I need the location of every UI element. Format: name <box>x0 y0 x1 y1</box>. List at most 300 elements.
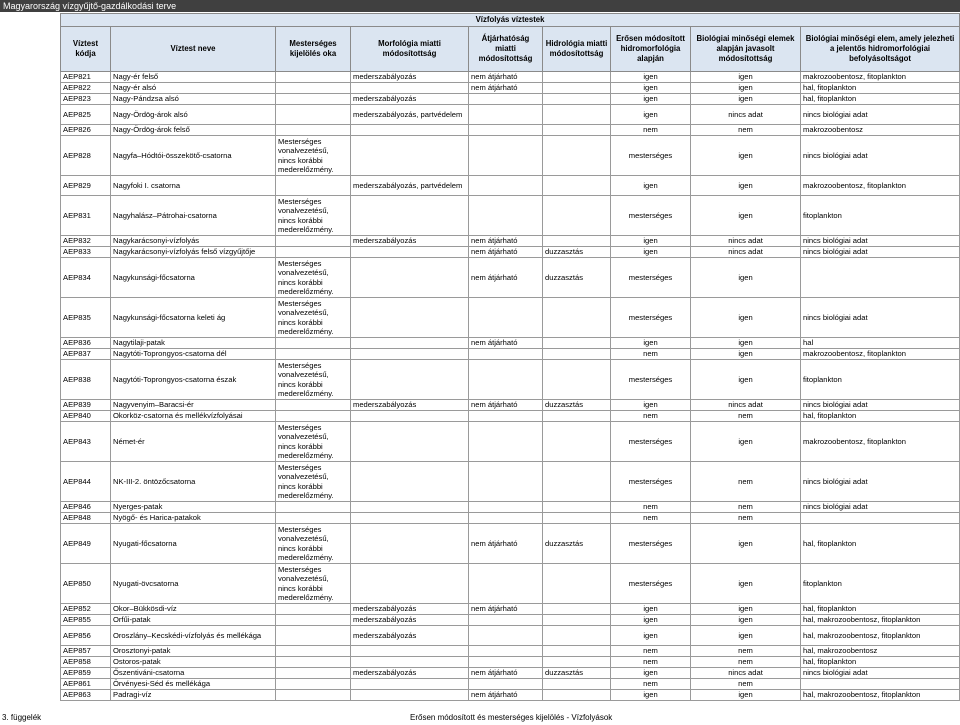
cell-biological-modification: nincs adat <box>691 400 801 411</box>
column-header: Víztest kódja <box>61 27 111 72</box>
cell-biological-modification: igen <box>691 83 801 94</box>
cell-heavily-modified: mesterséges <box>611 196 691 236</box>
cell-passability: nem átjárható <box>469 604 543 615</box>
table-row <box>61 349 960 360</box>
cell-passability <box>469 196 543 236</box>
cell-biological-element: makrozoobentosz, fitoplankton <box>801 422 960 462</box>
cell-morphology: mederszabályozás <box>351 94 469 105</box>
cell-artificial-reason <box>276 349 351 360</box>
cell-morphology: mederszabályozás <box>351 615 469 626</box>
cell-morphology: mederszabályozás <box>351 668 469 679</box>
document-header-bar <box>0 0 960 12</box>
cell-hydrology <box>543 94 611 105</box>
cell-hydrology <box>543 679 611 690</box>
cell-artificial-reason: Mesterséges vonalvezetésű, nincs korábbi mederelőzmény. <box>276 360 351 400</box>
cell-code: AEP825 <box>61 105 111 125</box>
cell-biological-modification: igen <box>691 176 801 196</box>
cell-biological-modification: nem <box>691 462 801 502</box>
table-row <box>61 615 960 626</box>
cell-heavily-modified: igen <box>611 236 691 247</box>
cell-morphology <box>351 136 469 176</box>
cell-name: Német-ér <box>111 422 276 462</box>
cell-hydrology <box>543 125 611 136</box>
cell-morphology: mederszabályozás <box>351 400 469 411</box>
cell-hydrology <box>543 626 611 646</box>
cell-hydrology <box>543 83 611 94</box>
cell-code: AEP846 <box>61 502 111 513</box>
cell-heavily-modified: mesterséges <box>611 258 691 298</box>
cell-biological-element: nincs biológiai adat <box>801 136 960 176</box>
cell-artificial-reason <box>276 668 351 679</box>
cell-code: AEP863 <box>61 690 111 701</box>
cell-name: Nyugati-főcsatorna <box>111 524 276 564</box>
cell-heavily-modified: igen <box>611 400 691 411</box>
cell-morphology <box>351 513 469 524</box>
cell-heavily-modified: igen <box>611 72 691 83</box>
cell-artificial-reason <box>276 72 351 83</box>
cell-passability <box>469 411 543 422</box>
cell-biological-modification: igen <box>691 690 801 701</box>
cell-morphology <box>351 462 469 502</box>
cell-artificial-reason <box>276 615 351 626</box>
cell-name: Nagyfoki I. csatorna <box>111 176 276 196</box>
cell-code: AEP852 <box>61 604 111 615</box>
table-row <box>61 136 960 176</box>
cell-biological-element: hal, fitoplankton <box>801 524 960 564</box>
cell-passability: nem átjárható <box>469 72 543 83</box>
cell-code: AEP828 <box>61 136 111 176</box>
cell-passability: nem átjárható <box>469 258 543 298</box>
cell-name: Nyugati-övcsatorna <box>111 564 276 604</box>
table-row <box>61 360 960 400</box>
cell-hydrology <box>543 236 611 247</box>
cell-name: Nyögő- és Harica-patakok <box>111 513 276 524</box>
cell-code: AEP829 <box>61 176 111 196</box>
table-row <box>61 400 960 411</box>
table-row <box>61 657 960 668</box>
cell-passability: nem átjárható <box>469 400 543 411</box>
cell-morphology <box>351 524 469 564</box>
cell-name: Oroszlány–Kecskédi-vízfolyás és mellékága <box>111 626 276 646</box>
cell-artificial-reason <box>276 236 351 247</box>
cell-morphology <box>351 690 469 701</box>
table-row <box>61 564 960 604</box>
table-body <box>61 72 960 701</box>
cell-hydrology <box>543 360 611 400</box>
cell-heavily-modified: igen <box>611 105 691 125</box>
cell-artificial-reason <box>276 679 351 690</box>
cell-biological-modification: nincs adat <box>691 236 801 247</box>
table-row <box>61 690 960 701</box>
cell-heavily-modified: nem <box>611 411 691 422</box>
cell-artificial-reason <box>276 176 351 196</box>
cell-name: Okor–Bükkösdi-víz <box>111 604 276 615</box>
cell-name: Orosztonyi-patak <box>111 646 276 657</box>
group-header: Vízfolyás víztestek <box>61 14 960 27</box>
cell-name: NK-III-2. öntözőcsatorna <box>111 462 276 502</box>
document-title: Magyarország vízgyűjtő-gazdálkodási terve <box>3 1 177 11</box>
cell-passability <box>469 360 543 400</box>
cell-heavily-modified: mesterséges <box>611 422 691 462</box>
cell-biological-modification: nem <box>691 513 801 524</box>
cell-passability: nem átjárható <box>469 690 543 701</box>
cell-biological-element: makrozoobentosz <box>801 125 960 136</box>
cell-name: Okorköz-csatorna és mellékvízfolyásai <box>111 411 276 422</box>
cell-biological-modification: nem <box>691 646 801 657</box>
cell-morphology <box>351 247 469 258</box>
cell-heavily-modified: mesterséges <box>611 524 691 564</box>
cell-biological-modification: igen <box>691 564 801 604</box>
page-body <box>60 13 959 703</box>
cell-biological-modification: igen <box>691 360 801 400</box>
cell-biological-element <box>801 258 960 298</box>
footer-section-title: Erősen módosított és mesterséges kijelölés - Vízfolyások <box>410 713 613 722</box>
cell-code: AEP848 <box>61 513 111 524</box>
table-row <box>61 462 960 502</box>
cell-artificial-reason <box>276 247 351 258</box>
column-header: Biológiai minőségi elem, amely jelezheti a jelentős hidromorfológiai befolyásoltságot <box>801 27 960 72</box>
cell-name: Nagyvenyim–Baracsi-ér <box>111 400 276 411</box>
cell-code: AEP836 <box>61 338 111 349</box>
cell-biological-element: makrozoobentosz, fitoplankton <box>801 349 960 360</box>
cell-passability <box>469 349 543 360</box>
cell-heavily-modified: nem <box>611 679 691 690</box>
table-header <box>61 14 960 72</box>
cell-code: AEP833 <box>61 247 111 258</box>
table-row <box>61 604 960 615</box>
cell-name: Nagytilaji-patak <box>111 338 276 349</box>
cell-biological-element: fitoplankton <box>801 360 960 400</box>
cell-code: AEP835 <box>61 298 111 338</box>
cell-morphology <box>351 258 469 298</box>
cell-morphology <box>351 338 469 349</box>
table-row <box>61 411 960 422</box>
cell-hydrology <box>543 513 611 524</box>
cell-biological-element: fitoplankton <box>801 564 960 604</box>
cell-biological-modification: igen <box>691 72 801 83</box>
cell-biological-element <box>801 679 960 690</box>
cell-passability <box>469 646 543 657</box>
cell-heavily-modified: mesterséges <box>611 360 691 400</box>
cell-name: Nagy-Ördög-árok alsó <box>111 105 276 125</box>
cell-biological-element: makrozoobentosz, fitoplankton <box>801 176 960 196</box>
cell-biological-modification: igen <box>691 615 801 626</box>
cell-artificial-reason <box>276 94 351 105</box>
cell-morphology <box>351 679 469 690</box>
cell-name: Padragi-víz <box>111 690 276 701</box>
cell-artificial-reason <box>276 690 351 701</box>
cell-heavily-modified: igen <box>611 94 691 105</box>
cell-passability <box>469 176 543 196</box>
cell-hydrology <box>543 657 611 668</box>
cell-biological-modification: igen <box>691 524 801 564</box>
cell-heavily-modified: igen <box>611 668 691 679</box>
cell-hydrology <box>543 176 611 196</box>
cell-artificial-reason <box>276 125 351 136</box>
cell-biological-element: hal, makrozoobentosz, fitoplankton <box>801 626 960 646</box>
cell-artificial-reason <box>276 626 351 646</box>
cell-biological-element: nincs biológiai adat <box>801 247 960 258</box>
cell-passability <box>469 462 543 502</box>
cell-artificial-reason: Mesterséges vonalvezetésű, nincs korábbi mederelőzmény. <box>276 524 351 564</box>
cell-passability <box>469 502 543 513</box>
cell-passability: nem átjárható <box>469 247 543 258</box>
cell-morphology <box>351 360 469 400</box>
cell-biological-modification: nem <box>691 502 801 513</box>
cell-passability <box>469 105 543 125</box>
cell-heavily-modified: mesterséges <box>611 136 691 176</box>
cell-artificial-reason <box>276 502 351 513</box>
cell-passability <box>469 615 543 626</box>
cell-code: AEP859 <box>61 668 111 679</box>
cell-code: AEP857 <box>61 646 111 657</box>
cell-biological-modification: igen <box>691 422 801 462</box>
cell-passability <box>469 679 543 690</box>
cell-artificial-reason <box>276 105 351 125</box>
cell-code: AEP850 <box>61 564 111 604</box>
cell-morphology <box>351 411 469 422</box>
cell-hydrology: duzzasztás <box>543 247 611 258</box>
cell-name: Nagyhalász–Pátrohai-csatorna <box>111 196 276 236</box>
cell-biological-modification: nincs adat <box>691 247 801 258</box>
cell-biological-element: fitoplankton <box>801 196 960 236</box>
table-row <box>61 94 960 105</box>
cell-heavily-modified: nem <box>611 349 691 360</box>
cell-morphology: mederszabályozás, partvédelem <box>351 105 469 125</box>
cell-name: Nagy-ér felső <box>111 72 276 83</box>
table-row <box>61 125 960 136</box>
cell-heavily-modified: mesterséges <box>611 564 691 604</box>
cell-code: AEP838 <box>61 360 111 400</box>
cell-biological-modification: nem <box>691 679 801 690</box>
cell-hydrology <box>543 411 611 422</box>
cell-biological-modification: igen <box>691 258 801 298</box>
table-row <box>61 626 960 646</box>
cell-biological-element <box>801 513 960 524</box>
footer-appendix-label: 3. függelék <box>2 713 42 722</box>
cell-passability: nem átjárható <box>469 236 543 247</box>
cell-morphology <box>351 564 469 604</box>
cell-hydrology <box>543 196 611 236</box>
cell-biological-element: hal, makrozoobentosz <box>801 646 960 657</box>
cell-passability: nem átjárható <box>469 83 543 94</box>
cell-passability <box>469 125 543 136</box>
cell-biological-element: hal, fitoplankton <box>801 83 960 94</box>
cell-name: Nagy-Ördög-árok felső <box>111 125 276 136</box>
cell-artificial-reason <box>276 513 351 524</box>
cell-code: AEP855 <box>61 615 111 626</box>
cell-biological-modification: igen <box>691 94 801 105</box>
cell-passability <box>469 513 543 524</box>
cell-biological-modification: igen <box>691 196 801 236</box>
cell-heavily-modified: nem <box>611 657 691 668</box>
cell-morphology: mederszabályozás <box>351 604 469 615</box>
table-row <box>61 247 960 258</box>
cell-heavily-modified: igen <box>611 338 691 349</box>
cell-biological-element: nincs biológiai adat <box>801 400 960 411</box>
cell-name: Orfűi-patak <box>111 615 276 626</box>
cell-morphology: mederszabályozás <box>351 626 469 646</box>
cell-heavily-modified: igen <box>611 626 691 646</box>
cell-name: Nagy-Pándzsa alsó <box>111 94 276 105</box>
cell-hydrology: duzzasztás <box>543 258 611 298</box>
cell-passability <box>469 422 543 462</box>
cell-hydrology <box>543 338 611 349</box>
cell-artificial-reason: Mesterséges vonalvezetésű, nincs korábbi mederelőzmény. <box>276 462 351 502</box>
cell-morphology <box>351 298 469 338</box>
cell-code: AEP823 <box>61 94 111 105</box>
table-row <box>61 176 960 196</box>
cell-hydrology <box>543 690 611 701</box>
cell-passability: nem átjárható <box>469 524 543 564</box>
cell-heavily-modified: igen <box>611 615 691 626</box>
cell-name: Nagy-ér alsó <box>111 83 276 94</box>
cell-biological-element: hal, makrozoobentosz, fitoplankton <box>801 615 960 626</box>
cell-code: AEP861 <box>61 679 111 690</box>
cell-code: AEP856 <box>61 626 111 646</box>
cell-passability <box>469 626 543 646</box>
cell-biological-element: makrozoobentosz, fitoplankton <box>801 72 960 83</box>
cell-artificial-reason <box>276 657 351 668</box>
column-header: Hidrológia miatti módosítottság <box>543 27 611 72</box>
cell-biological-modification: igen <box>691 604 801 615</box>
column-header: Mesterséges kijelölés oka <box>276 27 351 72</box>
cell-morphology <box>351 646 469 657</box>
cell-biological-modification: nincs adat <box>691 668 801 679</box>
cell-passability <box>469 136 543 176</box>
cell-morphology: mederszabályozás, partvédelem <box>351 176 469 196</box>
cell-biological-element: nincs biológiai adat <box>801 298 960 338</box>
cell-biological-modification: igen <box>691 338 801 349</box>
cell-passability: nem átjárható <box>469 668 543 679</box>
cell-name: Ostoros-patak <box>111 657 276 668</box>
cell-biological-modification: igen <box>691 626 801 646</box>
cell-hydrology: duzzasztás <box>543 524 611 564</box>
column-header: Átjárhatóság miatti módosítottság <box>469 27 543 72</box>
cell-code: AEP844 <box>61 462 111 502</box>
cell-hydrology <box>543 349 611 360</box>
table-row <box>61 83 960 94</box>
cell-biological-modification: igen <box>691 136 801 176</box>
cell-artificial-reason: Mesterséges vonalvezetésű, nincs korábbi mederelőzmény. <box>276 422 351 462</box>
cell-passability <box>469 657 543 668</box>
cell-artificial-reason: Mesterséges vonalvezetésű, nincs korábbi mederelőzmény. <box>276 196 351 236</box>
cell-morphology: mederszabályozás <box>351 72 469 83</box>
cell-hydrology <box>543 604 611 615</box>
cell-morphology <box>351 349 469 360</box>
cell-code: AEP834 <box>61 258 111 298</box>
cell-artificial-reason <box>276 411 351 422</box>
cell-code: AEP840 <box>61 411 111 422</box>
cell-hydrology <box>543 422 611 462</box>
cell-morphology <box>351 422 469 462</box>
cell-code: AEP821 <box>61 72 111 83</box>
cell-artificial-reason <box>276 604 351 615</box>
cell-code: AEP831 <box>61 196 111 236</box>
cell-biological-element: nincs biológiai adat <box>801 668 960 679</box>
cell-heavily-modified: nem <box>611 502 691 513</box>
column-header: Biológiai minőségi elemek alapján javasolt módosítottság <box>691 27 801 72</box>
cell-biological-element: hal, fitoplankton <box>801 657 960 668</box>
cell-biological-element: hal, fitoplankton <box>801 411 960 422</box>
cell-code: AEP858 <box>61 657 111 668</box>
cell-code: AEP822 <box>61 83 111 94</box>
cell-hydrology <box>543 462 611 502</box>
cell-passability <box>469 298 543 338</box>
cell-biological-element: hal, makrozoobentosz, fitoplankton <box>801 690 960 701</box>
table-row <box>61 298 960 338</box>
cell-artificial-reason <box>276 338 351 349</box>
cell-code: AEP837 <box>61 349 111 360</box>
table-row <box>61 196 960 236</box>
table-row <box>61 105 960 125</box>
column-header: Erősen módosított hidromorfológia alapján <box>611 27 691 72</box>
cell-biological-modification: nincs adat <box>691 105 801 125</box>
cell-biological-modification: nem <box>691 657 801 668</box>
cell-morphology: mederszabályozás <box>351 236 469 247</box>
cell-biological-element: hal, fitoplankton <box>801 604 960 615</box>
cell-heavily-modified: igen <box>611 176 691 196</box>
cell-hydrology <box>543 615 611 626</box>
cell-passability <box>469 564 543 604</box>
cell-heavily-modified: igen <box>611 247 691 258</box>
cell-artificial-reason <box>276 646 351 657</box>
cell-code: AEP839 <box>61 400 111 411</box>
table-row <box>61 524 960 564</box>
cell-biological-element: hal, fitoplankton <box>801 94 960 105</box>
cell-name: Nagykarácsonyi-vízfolyás <box>111 236 276 247</box>
cell-heavily-modified: igen <box>611 690 691 701</box>
cell-artificial-reason <box>276 400 351 411</box>
cell-hydrology: duzzasztás <box>543 668 611 679</box>
table-row <box>61 513 960 524</box>
cell-biological-element: nincs biológiai adat <box>801 462 960 502</box>
table-row <box>61 338 960 349</box>
cell-heavily-modified: nem <box>611 646 691 657</box>
cell-name: Nagytóti-Toprongyos-csatorna dél <box>111 349 276 360</box>
cell-artificial-reason: Mesterséges vonalvezetésű, nincs korábbi mederelőzmény. <box>276 564 351 604</box>
water-bodies-table <box>60 13 960 701</box>
cell-morphology <box>351 502 469 513</box>
cell-hydrology: duzzasztás <box>543 400 611 411</box>
cell-heavily-modified: mesterséges <box>611 298 691 338</box>
cell-morphology <box>351 657 469 668</box>
cell-hydrology <box>543 105 611 125</box>
cell-artificial-reason: Mesterséges vonalvezetésű, nincs korábbi mederelőzmény. <box>276 298 351 338</box>
cell-passability: nem átjárható <box>469 338 543 349</box>
cell-code: AEP843 <box>61 422 111 462</box>
cell-name: Nagykarácsonyi-vízfolyás felső vízgyűjtője <box>111 247 276 258</box>
cell-artificial-reason: Mesterséges vonalvezetésű, nincs korábbi mederelőzmény. <box>276 258 351 298</box>
cell-heavily-modified: nem <box>611 125 691 136</box>
cell-biological-modification: nem <box>691 125 801 136</box>
cell-hydrology <box>543 646 611 657</box>
cell-name: Nagytóti-Toprongyos-csatorna észak <box>111 360 276 400</box>
cell-biological-modification: nem <box>691 411 801 422</box>
cell-biological-element: nincs biológiai adat <box>801 236 960 247</box>
cell-heavily-modified: igen <box>611 83 691 94</box>
cell-biological-modification: igen <box>691 349 801 360</box>
cell-heavily-modified: nem <box>611 513 691 524</box>
table-row <box>61 422 960 462</box>
cell-morphology <box>351 83 469 94</box>
cell-passability <box>469 94 543 105</box>
cell-biological-element: nincs biológiai adat <box>801 502 960 513</box>
table-row <box>61 72 960 83</box>
cell-morphology <box>351 196 469 236</box>
cell-name: Nagykunsági-főcsatorna keleti ág <box>111 298 276 338</box>
cell-name: Őszentiváni-csatorna <box>111 668 276 679</box>
